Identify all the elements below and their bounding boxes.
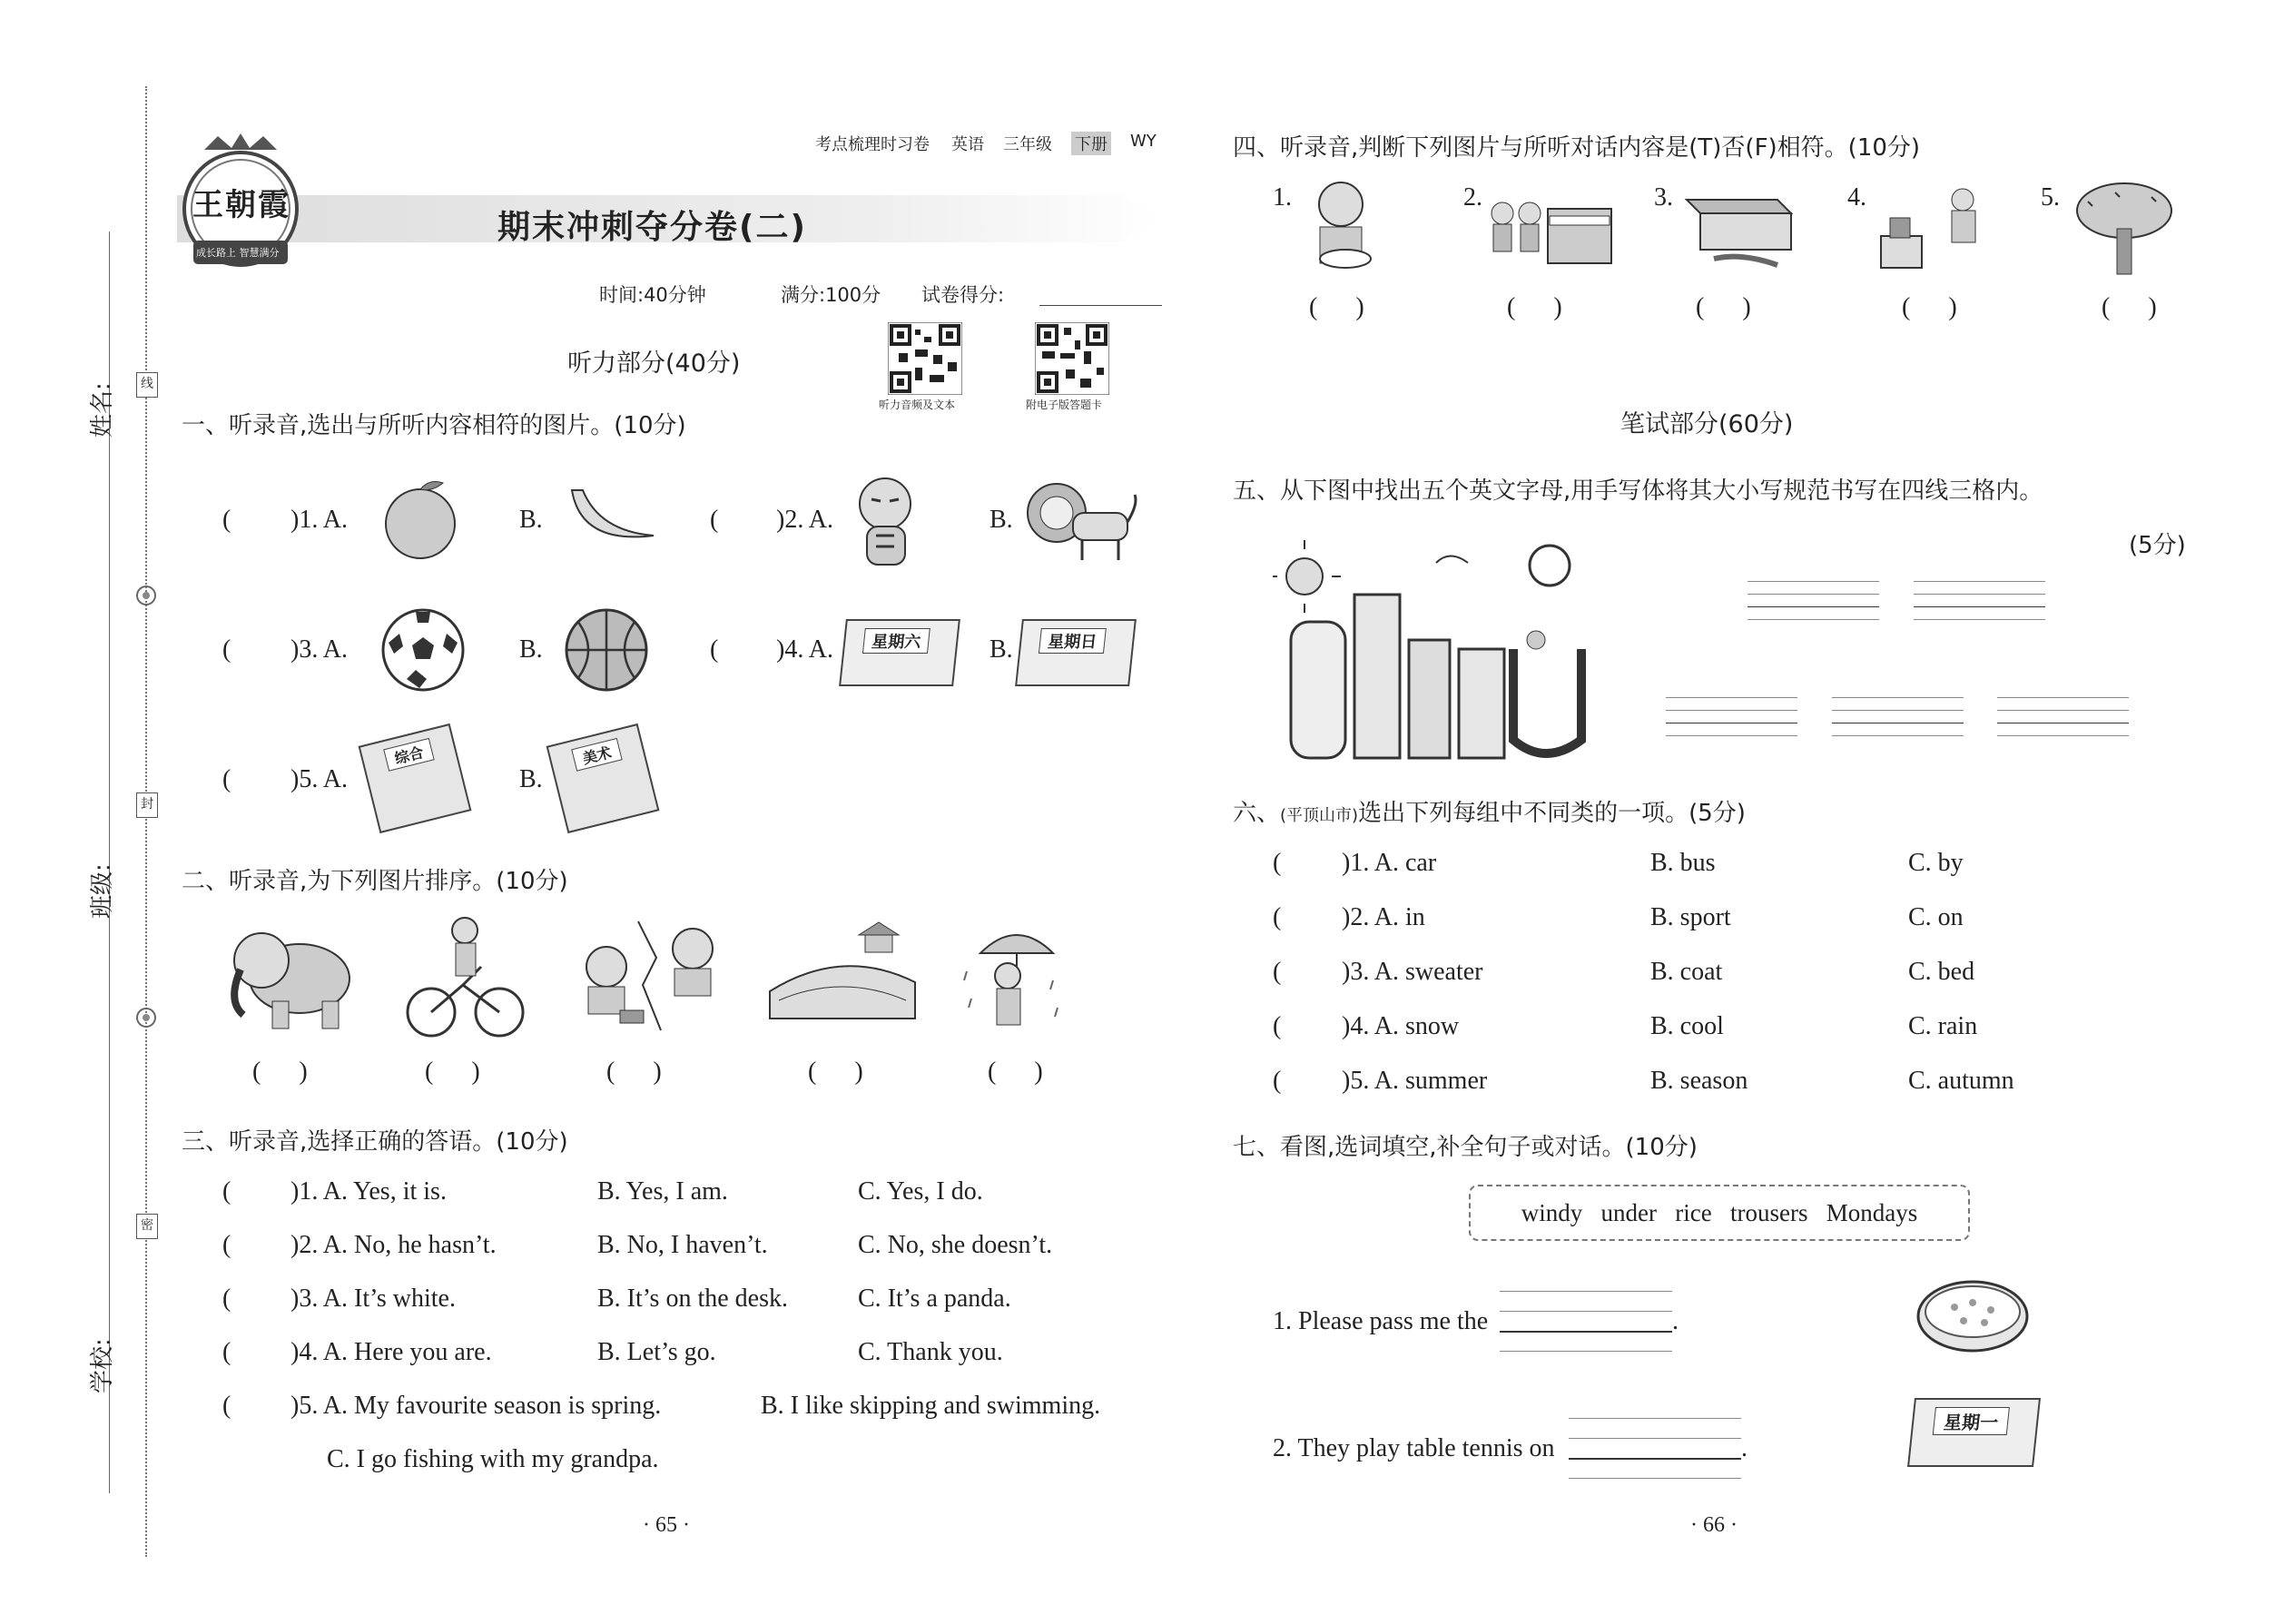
s1-b-5: B.	[519, 765, 543, 793]
s5-title: 五、从下图中找出五个英文字母,用手写体将其大小写规范书写在四线三格内。	[1233, 477, 2043, 505]
s6-paren: (	[1273, 1067, 1282, 1095]
qr1-caption: 听力音频及文本	[879, 399, 956, 411]
s6-option-b: B. season	[1650, 1067, 1748, 1095]
s6-paren: (	[1273, 903, 1282, 931]
s2-answer-paren[interactable]: ( )	[606, 1058, 662, 1086]
s1-item-3: )3. A.	[290, 635, 348, 664]
s6-option-b: B. sport	[1650, 903, 1731, 931]
s6-option-c: C. bed	[1908, 958, 1975, 986]
s6-option-b: B. coat	[1650, 958, 1723, 986]
answer-line[interactable]	[1569, 1438, 1741, 1439]
s3-option-c: C. No, she doesn’t.	[858, 1231, 1053, 1259]
s3-option-b: B. Yes, I am.	[597, 1177, 728, 1206]
feng-box: 封	[136, 792, 158, 818]
s3-title: 三、听录音,选择正确的答语。(10分)	[182, 1128, 568, 1156]
s3-option-a: )3. A. It’s white.	[290, 1284, 456, 1313]
s1-b-3: B.	[519, 635, 543, 664]
qr2-caption: 附电子版答题卡	[1026, 399, 1103, 411]
s2-title: 二、听录音,为下列图片排序。(10分)	[182, 868, 568, 895]
edition-label: WY	[1130, 132, 1157, 151]
s6-paren: (	[1273, 849, 1282, 877]
s3-option-c: C. I go fishing with my grandpa.	[327, 1445, 659, 1473]
basketball-icon[interactable]	[563, 606, 650, 694]
soccer-ball-icon[interactable]	[379, 606, 467, 694]
answer-line[interactable]	[1569, 1478, 1741, 1479]
phone-call-icon[interactable]	[570, 912, 724, 1039]
s4-num: 1.	[1273, 183, 1292, 212]
answer-line[interactable]	[1569, 1418, 1741, 1419]
s3-paren: (	[222, 1392, 231, 1420]
s6-option-a: )5. A. summer	[1342, 1067, 1488, 1095]
s3-option-a: )1. A. Yes, it is.	[290, 1177, 447, 1206]
qr-code-icon[interactable]	[888, 322, 962, 395]
banana-icon[interactable]	[563, 481, 663, 558]
answer-line[interactable]	[1500, 1311, 1672, 1312]
s1-paren: (	[710, 506, 719, 534]
rice-bowl-icon[interactable]	[1914, 1275, 2032, 1362]
series-label: 考点梳理时习卷	[815, 135, 930, 154]
shoebox-icon[interactable]	[1678, 182, 1796, 277]
cycling-boy-icon[interactable]	[399, 912, 527, 1039]
tiger-icon[interactable]	[844, 472, 930, 572]
term-label: 下册	[1071, 132, 1111, 155]
score-label: 试卷得分:	[921, 284, 1005, 306]
calendar-sunday-icon[interactable]	[1015, 619, 1137, 686]
binding-strip	[0, 0, 159, 1624]
s3-paren: (	[222, 1284, 231, 1313]
calendar-monday-icon[interactable]	[1907, 1398, 2041, 1467]
name-label: 姓名:	[89, 382, 116, 438]
boy-eating-icon[interactable]	[1300, 177, 1386, 277]
s6-option-a: )1. A. car	[1342, 849, 1437, 877]
answer-line[interactable]	[1500, 1331, 1672, 1333]
s7-question-1: 1. Please pass me the	[1273, 1307, 1489, 1335]
s6-option-b: B. bus	[1650, 849, 1716, 877]
brand-tag: 成长路上 智慧满分	[196, 247, 280, 259]
qr-code-icon[interactable]	[1035, 322, 1109, 395]
elephant-icon[interactable]	[218, 915, 363, 1033]
s4-num: 4.	[1847, 183, 1866, 212]
answer-line[interactable]	[1500, 1351, 1672, 1352]
s1-item-1: )1. A.	[290, 506, 348, 534]
s3-option-b: B. Let’s go.	[597, 1338, 716, 1366]
book-title: 美术	[571, 738, 623, 772]
s3-paren: (	[222, 1231, 231, 1259]
mi-box: 密	[136, 1214, 158, 1239]
subject-label: 英语	[951, 135, 984, 154]
book-title: 综合	[383, 738, 435, 772]
s6-option-a: )2. A. in	[1342, 903, 1425, 931]
cut-line	[145, 86, 147, 1557]
s4-answer-paren[interactable]: ( )	[1902, 293, 1957, 321]
s3-option-b: B. I like skipping and swimming.	[761, 1392, 1101, 1420]
brand-name: 王朝霞	[192, 187, 290, 223]
s2-answer-paren[interactable]: ( )	[808, 1058, 863, 1086]
s7-question-2: 2. They play table tennis on	[1273, 1434, 1555, 1462]
s6-option-c: C. autumn	[1908, 1067, 2014, 1095]
full-score: 满分:100分	[781, 284, 881, 306]
page-number-left: · 65 ·	[643, 1513, 690, 1537]
s1-b-1: B.	[519, 506, 543, 534]
s4-answer-paren[interactable]: ( )	[1507, 293, 1562, 321]
s4-num: 3.	[1654, 183, 1673, 212]
time-label: 时间:40分钟	[599, 284, 706, 306]
s1-paren: (	[710, 635, 719, 664]
orange-icon[interactable]	[379, 474, 461, 560]
s3-option-c: C. It’s a panda.	[858, 1284, 1011, 1313]
period: .	[1741, 1434, 1748, 1462]
calendar-day-label: 星期日	[1039, 628, 1107, 654]
ring-icon	[134, 584, 158, 607]
s3-option-a: )2. A. No, he hasn’t.	[290, 1231, 497, 1259]
s1-b-2: B.	[989, 506, 1013, 534]
s2-answer-paren[interactable]: ( )	[988, 1058, 1043, 1086]
s1-title: 一、听录音,选出与所听内容相符的图片。(10分)	[182, 412, 686, 439]
s4-answer-paren[interactable]: ( )	[2102, 293, 2157, 321]
writing-title: 笔试部分(60分)	[1620, 410, 1794, 438]
lion-icon[interactable]	[1019, 477, 1141, 567]
s6-title-a: 六、	[1233, 800, 1281, 827]
s4-answer-paren[interactable]: ( )	[1696, 293, 1751, 321]
s1-item-2: )2. A.	[776, 506, 833, 534]
s7-title: 七、看图,选词填空,补全句子或对话。(10分)	[1233, 1134, 1698, 1161]
s6-option-c: C. rain	[1908, 1012, 1978, 1040]
s3-option-c: C. Yes, I do.	[858, 1177, 983, 1206]
s3-option-a: )5. A. My favourite season is spring.	[290, 1392, 662, 1420]
s6-option-c: C. by	[1908, 849, 1964, 877]
calendar-day-label: 星期六	[862, 628, 930, 654]
s6-option-a: )3. A. sweater	[1342, 958, 1483, 986]
letter-scene-image	[1273, 540, 1618, 767]
s6-option-b: B. cool	[1650, 1012, 1724, 1040]
ring-icon	[134, 1006, 158, 1029]
s3-option-a: )4. A. Here you are.	[290, 1338, 492, 1366]
school-label: 学校:	[89, 1338, 116, 1393]
s4-num: 2.	[1463, 183, 1482, 212]
s4-num: 5.	[2041, 183, 2060, 212]
calendar-day-label: 星期一	[1933, 1407, 2010, 1435]
book-art-icon[interactable]	[546, 723, 660, 833]
s3-paren: (	[222, 1338, 231, 1366]
s5-score: (5分)	[2129, 532, 2186, 559]
s6-title-b: 选出下列每组中不同类的一项。(5分)	[1358, 800, 1746, 827]
period: .	[1672, 1307, 1679, 1335]
s6-region: (平顶山市)	[1280, 806, 1359, 825]
listening-title: 听力部分(40分)	[567, 349, 741, 378]
s4-title: 四、听录音,判断下列图片与所听对话内容是(T)否(F)相符。(10分)	[1233, 134, 1921, 162]
s1-paren: (	[222, 506, 231, 534]
s1-b-4: B.	[989, 635, 1013, 664]
tree-icon[interactable]	[2070, 174, 2179, 279]
s6-option-c: C. on	[1908, 903, 1964, 931]
lake-landscape-icon[interactable]	[761, 919, 924, 1032]
s3-option-b: B. No, I haven’t.	[597, 1231, 768, 1259]
s1-paren: (	[222, 765, 231, 793]
book-general-icon[interactable]	[359, 723, 472, 833]
s1-item-4: )4. A.	[776, 635, 833, 664]
rainy-boy-icon[interactable]	[953, 917, 1071, 1035]
xian-box: 线	[136, 372, 158, 398]
s1-item-5: )5. A.	[290, 765, 348, 793]
s2-answer-paren[interactable]: ( )	[252, 1058, 308, 1086]
s3-option-c: C. Thank you.	[858, 1338, 1003, 1366]
s6-option-a: )4. A. snow	[1342, 1012, 1460, 1040]
children-piano-icon[interactable]	[1484, 182, 1620, 277]
s6-paren: (	[1273, 958, 1282, 986]
score-blank[interactable]	[1039, 305, 1162, 306]
class-label: 班级:	[89, 863, 116, 919]
s4-answer-paren[interactable]: ( )	[1309, 293, 1364, 321]
s2-answer-paren[interactable]: ( )	[425, 1058, 480, 1086]
s6-paren: (	[1273, 1012, 1282, 1040]
page-number-right: · 66 ·	[1690, 1513, 1738, 1537]
s3-option-b: B. It’s on the desk.	[597, 1284, 788, 1313]
s1-paren: (	[222, 635, 231, 664]
s3-paren: (	[222, 1177, 231, 1206]
grade-label: 三年级	[1003, 135, 1052, 154]
boy-desk-icon[interactable]	[1872, 182, 1990, 277]
page-title: 期末冲刺夺分卷(二)	[497, 209, 807, 246]
answer-line[interactable]	[1500, 1291, 1672, 1292]
word-bank: windy under rice trousers Mondays	[1469, 1185, 1970, 1241]
s6-title	[1233, 794, 1746, 828]
calendar-saturday-icon[interactable]	[839, 619, 960, 686]
answer-line[interactable]	[1569, 1458, 1741, 1460]
